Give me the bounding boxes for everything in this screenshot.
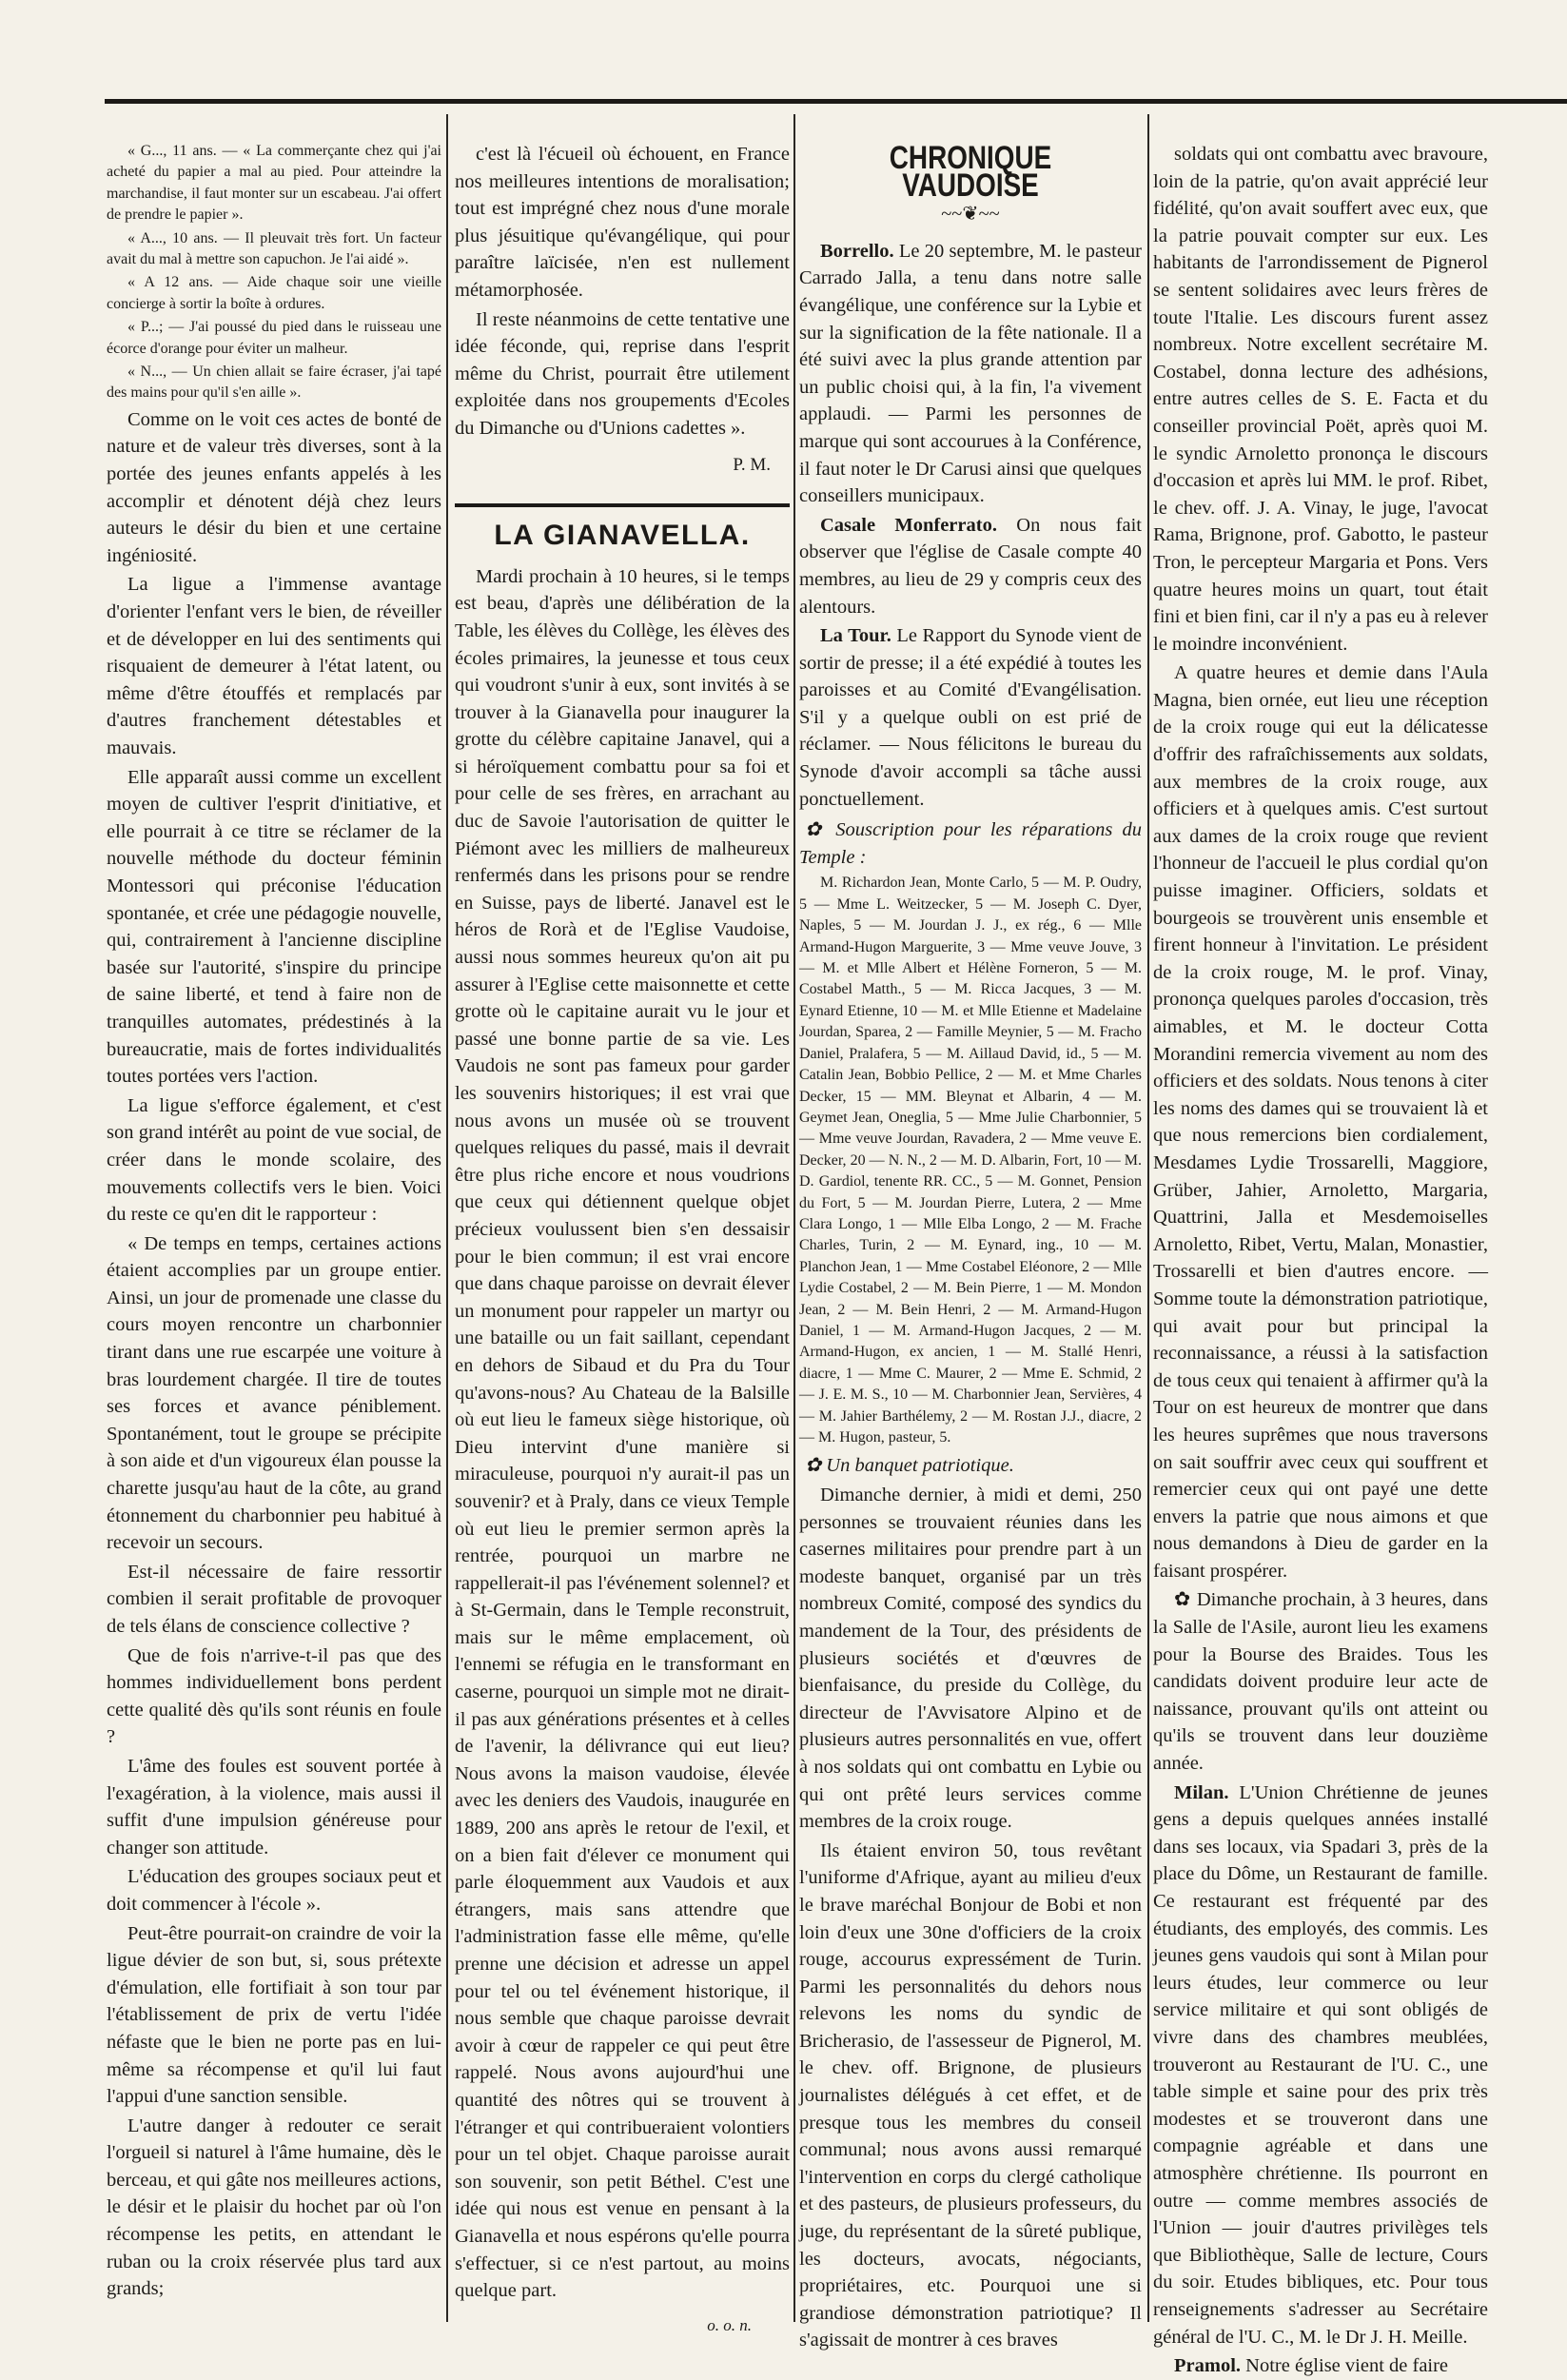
paragraph: ✿ Dimanche prochain, à 3 heures, dans la Salle de l'Asile, auront lieu les examens pour la Bourse des Braides. Tous les candidats doivent produire leur acte de naissance, prouvant qu'ils ont atteint ou qu'ils se trouvent dans leur douzième année. bbox=[1153, 1589, 1488, 1775]
paragraph: A quatre heures et demie dans l'Aula Magna, bien ornée, eut lieu une réception de la croix rouge qui eut la délicatesse d'offrir des rafraîchissements aux soldats, aux membres de la croix rouge, aux officiers et à quelques amis. C'est surtout aux dames de la croix rouge que revient l'honneur de l'accueil le plus cordial qu'on puisse imaginer. Officiers, soldats et bourgeois se trouvèrent unis ensemble et firent honneur à l'invitation. Le président de la croix rouge, M. le prof. Vinay, prononça quelques paroles d'occasion, très aimables, et M. le docteur Cotta Morandini remercia vivement au nom des officiers et des soldats. Nous tenons à citer les noms des dames qui se trouvaient là et que nous remercions bien cordialement, Mesdames Lydie Trossarelli, Maggiore, Grüber, Jahier, Arnoletto, Margaria, Quattrini, Jalla et Mesdemoiselles Arnoletto, Ribet, Vertu, Malan, Monastier, Trossarelli et bien d'autres encore. — Somme toute la démonstration patriotique, qui avait pour but principal la reconnaissance, a réussi à la satisfaction de tous ceux qui tenaient à affirmer qu'à la Tour on est heureux de montrer que dans les heures suprêmes que nous traversons on sait souffrir avec ceux qui souffrent et remercier ceux qui ont payé une dette envers la patrie que nous aimons et que nous demandons à Dieu de garder en la faisant prospérer. bbox=[1153, 662, 1488, 1582]
paragraph: La ligue s'efforce également, et c'est son grand intérêt au point de vue social, de créer dans le monde scolaire, des mouvements collectifs vers le bien. Voici du reste ce qu'en dit le rapporteur : bbox=[107, 1094, 441, 1226]
latour-news bbox=[799, 622, 1142, 813]
place-name: La Tour. bbox=[820, 625, 891, 647]
column-divider bbox=[446, 114, 448, 2322]
paragraph: « De temps en temps, certaines actions étaient accomplies par un groupe entier. Ainsi, un jour de promenade une classe du cours moyen rencontre un charbonnier tirant dans une rue escarpée une voiture à bras lourdement chargée. Il tire de toutes ses forces et avance péniblement. Spontanément, tout le groupe se précipite à son aide et d'un vigoureux élan pousse la charette jusqu'au haut de la côte, au grand étonnement du charbonnier peu habitué à recevoir un secours. bbox=[107, 1232, 441, 1554]
news-text: Le 20 septembre, M. le pasteur Carrado Jalla, a tenu dans notre salle évangélique, une conférence sur la Lybie et sur la signification de la fête nationale. Il a été suivi avec la plus grande attention par un public choisi qui, à la fin, l'a vivement applaudi. — Parmi les personnes de marque qui sont accourues à la Conférence, il faut noter le Dr Carusi ainsi que quelques conseillers municipaux. bbox=[799, 240, 1142, 507]
paragraph: Il reste néanmoins de cette tentative une idée féconde, qui, reprise dans l'esprit même du Christ, pourrait être utilement exploitée dans nos groupements d'Ecoles du Dimanche ou d'Unions cadettes ». bbox=[455, 308, 790, 439]
article-signature: P. M. bbox=[733, 454, 771, 475]
quote-1: « G..., 11 ans. — « La commerçante chez qui j'ai acheté du papier a mal au pied. Pour atteindre la marchandise, il faut monter sur un escabeau. J'ai offert de prendre le papier ». bbox=[107, 143, 441, 224]
paragraph: Que de fois n'arrive-t-il pas que des hommes individuellement bons perdent cette qualité dès qu'ils sont réunis en foule ? bbox=[107, 1644, 441, 1748]
place-name: Milan. bbox=[1174, 1781, 1229, 1803]
paragraph: L'éducation des groupes sociaux peut et doit commencer à l'école ». bbox=[107, 1866, 441, 1915]
pramol-news bbox=[1153, 2352, 1488, 2380]
banquet-paragraph: Dimanche dernier, à midi et demi, 250 personnes se trouvaient réunies dans les casernes militaires pour prendre part à un modeste banquet, organisé par un très nombreux Comité, composé des syndics du mandement de la Tour, des présidents de plusieurs sociétés et d'œuvres de bienfaisance, du preside du Collège, du directeur de l'Avvisatore Alpino et de plusieurs autres personnalités en vue, offert à nos soldats qui ont combattu en Lybie ou qui ont prêté leurs services comme membres de la croix rouge. bbox=[799, 1485, 1142, 1833]
news-text: Le Rapport du Synode vient de sortir de presse; il a été expédié à toutes les paroisses et au Comité d'Evangélisation. S'il y a quelque oubli on est prié de réclamer. — Nous félicitons le bureau du Synode d'avoir accompli sa tâche aussi ponctuellement. bbox=[799, 625, 1142, 810]
milan-news bbox=[1153, 1780, 1488, 2350]
paragraph: Comme on le voit ces actes de bonté de nature et de valeur très diverses, sont à la portée des jeunes enfants appelés à les accomplir et dénotent déjà chez leurs auteurs le désir du bien et une certaine ingéniosité. bbox=[107, 408, 441, 566]
column-1 bbox=[107, 141, 441, 2320]
gianavella-title: LA GIANAVELLA. bbox=[494, 520, 751, 552]
quote-4: « P...; — J'ai poussé du pied dans le ruisseau une écorce d'orange pour éviter un malheur. bbox=[107, 319, 441, 357]
banquet-paragraph: Ils étaient environ 50, tous revêtant l'uniforme d'Afrique, ayant au milieu d'eux le brave maréchal Bonjour de Bobi et non loin d'eux une 30ne d'officiers de la croix rouge, accourus expressément de Turin. Parmi les personnalités du dehors nous relevons les noms du syndic de Bricherasio, de l'assesseur de Pignerol, M. le chev. off. Brignone, de plusieurs journalistes délégués à cet effet, et de presque tous les membres du conseil communal; nous avons aussi remarqué l'intervention en corps du clergé catholique et des pasteurs, de plusieurs professeurs, du juge, du représentant de la sûreté publique, les docteurs, avocats, négociants, propriétaires, etc. Pourquoi une si grandiose démonstration patriotique? Il s'agissait de montrer à ces braves bbox=[799, 1839, 1142, 2351]
paragraph: La ligue a l'immense avantage d'orienter l'enfant vers le bien, de réveiller et de développer en lui des sentiments qui risquaient de demeurer à l'état latent, ou même d'être étouffés et remplacés par d'autres franchement détestables et mauvais. bbox=[107, 574, 441, 758]
gianavella-signature: o. o. n. bbox=[707, 2315, 752, 2334]
section-rule bbox=[455, 503, 790, 507]
paragraph: soldats qui ont combattu avec bravoure, loin de la patrie, qu'on avait apprécié leur fidélité, qu'on avait souffert avec eux, que la patrie pouvait compter sur eux. Les habitants de l'arrondissement de Pignerol se sentent solidaires avec leurs frères de toute l'Italie. Les discours furent assez nombreux. Notre excellent secrétaire M. Costabel, donna lecture des adhésions, entre autres celles de S. E. Facta et du conseiller provincial Poët, après quoi M. le syndic Arnoletto prononça le discours d'occasion et après lui MM. le prof. Ribet, le chev. off. J. A. Vinay, le juge, l'avocat Rama, Brignone, prof. Gabotto, le pasteur Tron, le percepteur Margaria et Pons. Vers quatre heures moins un quart, tout était fini et bien fini, car il n'y a pas eu à relever le moindre inconvénient. bbox=[1153, 144, 1488, 655]
column-2 bbox=[455, 141, 790, 2334]
paragraph: Est-il nécessaire de faire ressortir combien il serait profitable de provoquer de tels élans de conscience collective ? bbox=[107, 1561, 441, 1637]
quote-3: « A 12 ans. — Aide chaque soir une vieille concierge à sortir la boîte à ordures. bbox=[107, 274, 441, 312]
column-4 bbox=[1153, 141, 1488, 2377]
quote-5: « N..., — Un chien allait se faire écraser, j'ai tapé des mains pour qu'il s'en aille ». bbox=[107, 364, 441, 402]
top-rule bbox=[105, 99, 1567, 104]
news-text: Notre église vient de faire bbox=[1241, 2355, 1449, 2377]
casale-news bbox=[799, 512, 1142, 620]
chronique-title: CHRONIQUE VAUDOISE bbox=[889, 140, 1052, 204]
paragraph: L'autre danger à redouter ce serait l'orgueil si naturel à l'âme humaine, dès le berceau, et qui gâte nos meilleures actions, le désir et le plaisir du hochet par où l'on récompense les petits, en attendant le ruban ou la croix réservée plus tard aux grands; bbox=[107, 2114, 441, 2300]
paragraph: L'âme des foules est souvent portée à l'exagération, à la violence, mais aussi il suffit d'une impulsion généreuse pour changer son attitude. bbox=[107, 1755, 441, 1859]
news-text: L'Union Chrétienne de jeunes gens a depuis quelques années installé dans ses locaux, via Spadari 3, près de la place du Dôme, un Restaurant de famille. Ce restaurant est fréquenté par des étudiants, des employés, des commis. Les jeunes gens vaudois qui sont à Milan pour leurs études, leur commerce ou leur service militaire et qui sont obligés de vivre dans des chambres meublées, trouveront au Restaurant de l'U. C., une table simple et saine pour des prix très modestes et se trouveront dans une compagnie agréable et dans une atmosphère chrétienne. Ils pourront en outre — comme membres associés de l'Union — jouir d'autres privilèges tels que Bibliothèque, Salle de lecture, Cours du soir. Etudes bibliques, etc. Pour tous renseignements s'adresser au Secrétaire général de l'U. C., M. le Dr J. H. Meille. bbox=[1153, 1781, 1488, 2348]
place-name: Pramol. bbox=[1174, 2355, 1242, 2377]
paragraph: Peut-être pourrait-on craindre de voir la ligue dévier de son but, si, sous prétexte d'émulation, elle fortifiait à son tour par l'établissement de prix de vertu l'idée néfaste que le bien ne porte pas en lui-même sa récompense et qu'il lui faut l'appui d'une sanction sensible. bbox=[107, 1922, 441, 2108]
borrello-news bbox=[799, 238, 1142, 510]
subscription-title: ✿ Souscription pour les réparations du Temple : bbox=[799, 819, 1142, 868]
paragraph: c'est là l'écueil où échouent, en France nos meilleures intentions de moralisation; tout est imprégné chez nous d'une morale plus jésuitique qu'évangélique, qui pour paraître laïcisée, n'en est nullement métamorphosée. bbox=[455, 144, 790, 301]
title-ornament: ~~❦~~ bbox=[941, 204, 1000, 226]
place-name: Casale Monferrato. bbox=[820, 514, 997, 536]
quote-2: « A..., 10 ans. — Il pleuvait très fort. Un facteur avait du mal à mettre son capuchon. Je l'ai aidé ». bbox=[107, 229, 441, 268]
gianavella-paragraph: Mardi prochain à 10 heures, si le temps est beau, d'après une délibération de la Table, les élèves du Collège, les élèves des écoles primaires, la jeunesse et tous ceux qui voudront s'unir à eux, sont invités à se trouver à la Gianavella pour inaugurer la grotte du célèbre capitaine Janavel, qui a si héroïquement combattu pour sa foi et pour celle de ses frères, en arrachant au duc de Savoie l'autorisation de quitter le Piémont avec les milliers de malheureux renfermés dans les prisons pour se rendre en Suisse, pays de liberté. Janavel est le héros de Rorà et de l'Eglise Vaudoise, aussi nous sommes heureux qu'on ait pu assurer à l'Eglise cette maisonnette et cette grotte où le capitaine aurait vu le jour et passé une bonne partie de sa vie. Les Vaudois ne sont pas fameux pour garder les souvenirs historiques; il est vrai que nous avons un musée où se trouvent quelques reliques du passé, mais il devrait être plus riche encore et nous voudrions que ceux qui détiennent quelque objet précieux voulussent bien s'en dessaisir pour le bien commun; il est vrai encore que dans chaque paroisse on devrait élever un monument pour rappeler un martyr ou une bataille ou un fait saillant, cependant en dehors de Sibaud et du Pra du Tour qu'avons-nous? Au Chateau de la Balsille où eut lieu le fameux siège historique, où Dieu intervint d'une manière si miraculeuse, pourquoi n'y aurait-il pas un souvenir? et à Praly, dans ce vieux Temple où eut lieu le premier sermon après la rentrée, pourquoi un marbre ne rappellerait-il pas l'événement solennel? et à St-Germain, dans le Temple reconstruit, mais sur le même emplacement, où l'ennemi se réfugia en le transformant en caserne, pourquoi un simple mot ne dirait-il pas aux générations présentes et à celles de l'avenir, la délivrance qui eut lieu? Nous avons la maison vaudoise, élevée avec les deniers des Vaudois, inaugurée en 1889, 200 ans après le retour de l'exil, et on a bien fait d'élever ce monument qui parle éloquemment aux Vaudois et aux étrangers, mais sans attendre que l'administration fasse elle même, qu'elle prenne une décision et adresse un appel pour tel ou tel événement historique, il nous semble que chaque paroisse devrait avoir à cœur de rappeler ce qui peut être rappelé. Nous avons aujourd'hui une quantité des nôtres qui se trouvent à l'étranger et qui contribueraient volontiers pour un tel objet. Chaque paroisse aurait son souvenir, son petit Béthel. C'est une idée qui nous est venue en pensant à la Gianavella et nous espérons qu'elle pourra s'effectuer, si ce n'est partout, au moins quelque part. bbox=[455, 565, 790, 2302]
subscription-list: M. Richardon Jean, Monte Carlo, 5 — M. P. Oudry, 5 — Mme L. Weitzecker, 5 — M. Joseph C. Dyer, Naples, 5 — M. Jourdan J. J., ex rég., 6 — Mlle Armand-Hugon Marguerite, 3 — Mme veuve Jouve, 3 — M. et Mlle Albert et Hélène Forneron, 5 — M. Costabel Matth., 5 — M. Ricca Jacques, 3 — M. Eynard Etienne, 10 — M. et Mlle Etienne et Madelaine Jourdan, Sparea, 2 — Famille Meynier, 5 — M. Fracho Daniel, Pralafera, 5 — M. Aillaud David, id., 5 — M. Catalin Jean, Bobbio Pellice, 2 — M. et Mme Charles Decker, 15 — MM. Bleynat et Albarin, 4 — M. Geymet Jean, Oneglia, 5 — Mme Julie Charbonnier, 5 — Mme veuve Jourdan, Ravadera, 2 — Mme veuve E. Decker, 20 — N. N., 2 — M. D. Albarin, Fort, 10 — M. D. Gardiol, tenente RR. CC., 5 — M. Gonnet, Pension du Fort, 5 — M. Jourdan Pierre, Lutera, 2 — Mme Clara Longo, 1 — Mlle Elba Longo, 2 — M. Frache Charles, Turin, 2 — M. Eynard, ing., 10 — M. Planchon Jean, 1 — Mme Costabel Eléonore, 2 — Mlle Lydie Costabel, 2 — M. Bein Pierre, 1 — M. Mondon Jean, 2 — M. Bein Henri, 2 — M. Armand-Hugon Daniel, 1 — M. Armand-Hugon Jacques, 2 — M. Armand-Hugon, ex ancien, 1 — M. Stallé Henri, diacre, 1 — Mme C. Maurer, 2 — Mme E. Schmid, 2 — J. E. M. S., 10 — M. Charbonnier Jean, Servières, 4 — M. Jahier Barthélemy, 2 — M. Rostan J.J., diacre, 2 — M. Hugon, pasteur, 5. bbox=[799, 875, 1142, 1446]
column-3 bbox=[799, 140, 1142, 2351]
column-divider bbox=[1147, 114, 1149, 2322]
column-divider bbox=[793, 114, 795, 2322]
paragraph: Elle apparaît aussi comme un excellent moyen de cultiver l'esprit d'initiative, et elle pourrait à ce titre se réclamer de la nouvelle méthode du docteur féminin Montessori qui préconise l'éducation spontanée, et crée une pédagogie nouvelle, qui, contrairement à l'ancienne discipline basée sur l'autorité, s'inspire du principe de saine liberté, et tend à faire non de tranquilles automates, prédestinés à la bureaucratie, mais de fortes individualités toutes portées vers l'action. bbox=[107, 766, 441, 1088]
banquet-title: ✿ Un banquet patriotique. bbox=[805, 1455, 1014, 1477]
news-text: On nous fait observer que l'église de Casale compte 40 membres, au lieu de 29 y compris ceux des alentours. bbox=[799, 514, 1142, 618]
place-name: Borrello. bbox=[820, 240, 894, 262]
